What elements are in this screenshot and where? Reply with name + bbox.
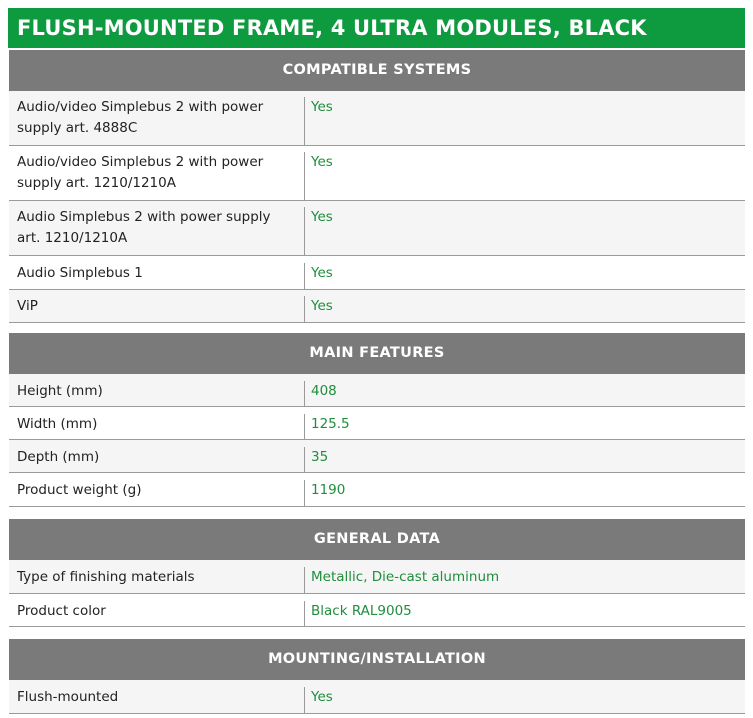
section-heading: COMPATIBLE SYSTEMS xyxy=(9,50,745,91)
section-compatible-systems xyxy=(9,50,745,323)
section-main-features xyxy=(9,333,745,507)
row-value: Yes xyxy=(311,265,333,281)
section-heading: GENERAL DATA xyxy=(9,519,745,560)
row-label: Audio Simplebus 1 xyxy=(9,263,305,289)
section-mounting-installation xyxy=(9,639,745,714)
row-label: Height (mm) xyxy=(9,381,305,406)
row-value: 125.5 xyxy=(311,416,350,432)
row-label: Audio/video Simplebus 2 with power supply art. 4888C xyxy=(9,97,305,145)
table-row xyxy=(9,560,745,594)
row-label: Audio/video Simplebus 2 with power supply art. 1210/1210A xyxy=(9,152,305,200)
table-row xyxy=(9,440,745,473)
row-value: Black RAL9005 xyxy=(311,603,412,619)
row-label: ViP xyxy=(9,296,305,322)
table-row xyxy=(9,201,745,256)
table-row xyxy=(9,256,745,290)
page-title: FLUSH-MOUNTED FRAME, 4 ULTRA MODULES, BLACK xyxy=(8,8,745,48)
table-row xyxy=(9,374,745,407)
row-label: Depth (mm) xyxy=(9,447,305,472)
row-value: Yes xyxy=(311,99,333,115)
table-row xyxy=(9,290,745,323)
row-value: Yes xyxy=(311,298,333,314)
table-row xyxy=(9,91,745,146)
section-heading: MOUNTING/INSTALLATION xyxy=(9,639,745,680)
row-label: Type of finishing materials xyxy=(9,567,305,593)
row-value: 408 xyxy=(311,383,337,399)
section-general-data xyxy=(9,519,745,627)
table-row xyxy=(9,146,745,201)
row-value: Yes xyxy=(311,209,333,225)
row-label: Flush-mounted xyxy=(9,687,305,713)
table-row xyxy=(9,407,745,440)
row-value: Metallic, Die-cast aluminum xyxy=(311,569,500,585)
section-heading: MAIN FEATURES xyxy=(9,333,745,374)
table-row xyxy=(9,473,745,507)
row-value: 1190 xyxy=(311,482,346,498)
table-row xyxy=(9,680,745,714)
row-label: Product color xyxy=(9,601,305,626)
row-value: 35 xyxy=(311,449,329,465)
row-value: Yes xyxy=(311,154,333,170)
row-label: Width (mm) xyxy=(9,414,305,439)
row-label: Product weight (g) xyxy=(9,480,305,506)
row-value: Yes xyxy=(311,689,333,705)
row-label: Audio Simplebus 2 with power supply art. 1210/1210A xyxy=(9,207,305,255)
table-row xyxy=(9,594,745,627)
